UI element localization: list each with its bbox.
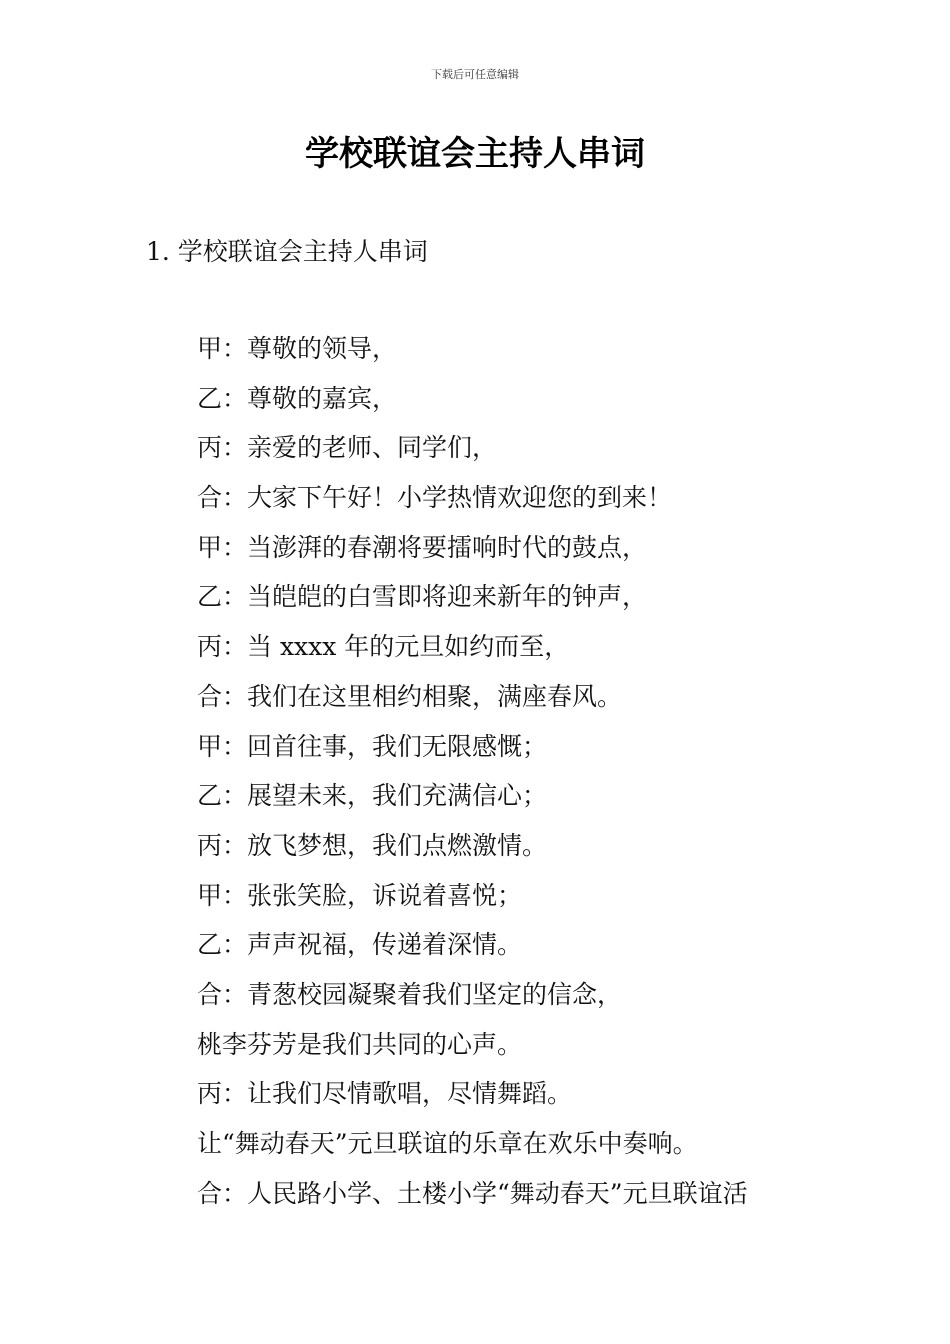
script-line: 甲：回首往事，我们无限感慨； (197, 731, 548, 761)
script-line: 让“舞动春天”元旦联谊的乐章在欢乐中奏响。 (197, 1129, 698, 1158)
script-line: 乙：尊敬的嘉宾， (197, 383, 398, 413)
script-line: 丙：当 xxxx 年的元旦如约而至， (197, 632, 570, 662)
script-line: 合：青葱校园凝聚着我们坚定的信念， (197, 979, 623, 1009)
script-lines (197, 331, 748, 1225)
script-line: 甲：张张笑脸，诉说着喜悦； (197, 880, 523, 910)
script-line: 乙：当皑皑的白雪即将迎来新年的钟声， (197, 582, 648, 612)
script-line: 乙：声声祝福，传递着深情。 (197, 930, 523, 960)
script-line: 合：我们在这里相约相聚，满座春风。 (197, 681, 623, 711)
document-title: 学校联谊会主持人串词 (305, 134, 645, 174)
script-line: 桃李芬芳是我们共同的心声。 (197, 1029, 523, 1059)
section-heading: 1. 学校联谊会主持人串词 (146, 237, 428, 266)
script-line: 合：人民路小学、土楼小学“舞动春天”元旦联谊活 (197, 1178, 748, 1208)
script-line: 甲：当澎湃的春潮将要擂响时代的鼓点， (197, 532, 648, 562)
header-note: 下载后可任意编辑 (431, 68, 519, 81)
script-line: 合：大家下午好！小学热情欢迎您的到来！ (197, 483, 673, 513)
script-line: 乙：展望未来，我们充满信心； (197, 781, 548, 811)
script-line: 丙：让我们尽情歌唱，尽情舞蹈。 (197, 1079, 573, 1109)
script-line: 丙：放飞梦想，我们点燃激情。 (197, 830, 548, 860)
script-line: 甲：尊敬的领导， (197, 334, 398, 363)
script-line: 丙：亲爱的老师、同学们， (197, 433, 498, 463)
